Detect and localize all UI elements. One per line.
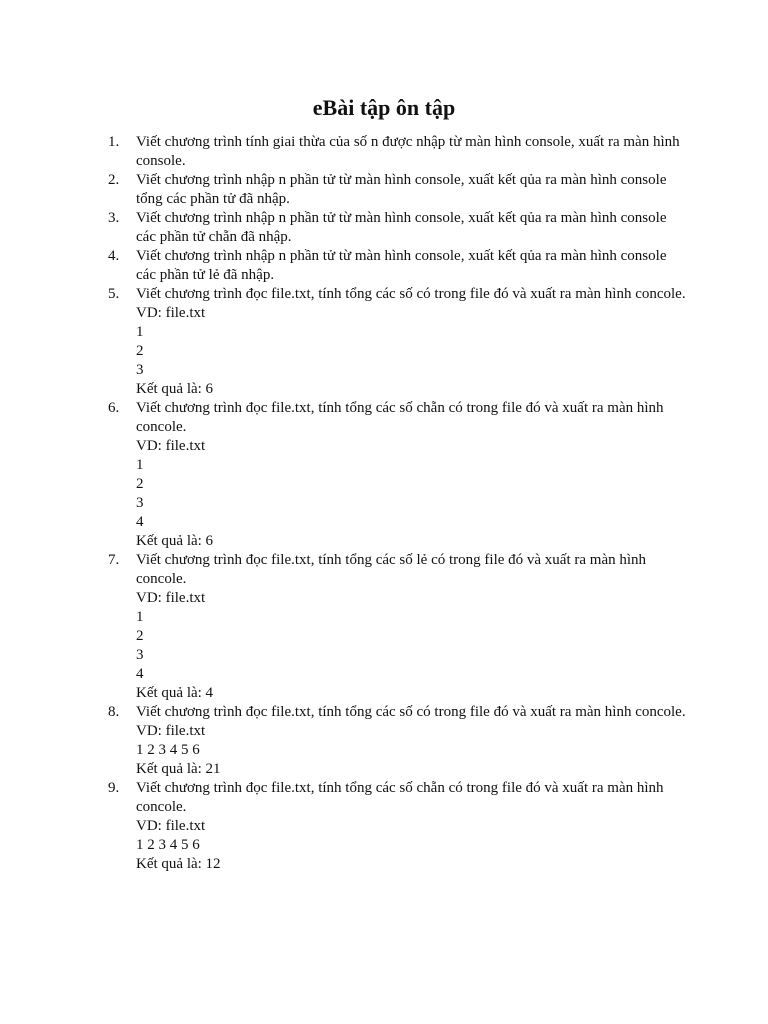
exercise-text: Viết chương trình tính giai thừa của số n được nhập từ màn hình console, xuất ra màn hình console. [136, 134, 680, 169]
example-line: 2 [136, 343, 144, 359]
example-line: 2 [136, 628, 144, 644]
exercise-item [108, 171, 688, 209]
exercise-text: Viết chương trình đọc file.txt, tính tổng các số chẵn có trong file đó và xuất ra màn hình concole. [136, 400, 664, 435]
example-line: Kết quả là: 12 [136, 856, 221, 872]
exercise-number: 1. [108, 134, 120, 150]
example-line: 1 2 3 4 5 6 [136, 837, 200, 853]
exercise-number: 7. [108, 552, 120, 568]
example-line: VD: file.txt [136, 305, 206, 321]
exercise-item [108, 779, 688, 874]
exercise-item [108, 399, 688, 551]
exercise-text: Viết chương trình đọc file.txt, tính tổng các số có trong file đó và xuất ra màn hình concole. [136, 704, 686, 720]
example-line: 1 [136, 457, 144, 473]
exercise-number: 4. [108, 248, 120, 264]
example-line: Kết quả là: 4 [136, 685, 214, 701]
example-line: 3 [136, 495, 144, 511]
example-line: 3 [136, 362, 144, 378]
exercise-number: 5. [108, 286, 120, 302]
example-line: VD: file.txt [136, 723, 206, 739]
exercise-text: Viết chương trình đọc file.txt, tính tổng các số có trong file đó và xuất ra màn hình concole. [136, 286, 686, 302]
exercise-number: 2. [108, 172, 120, 188]
example-line: Kết quả là: 6 [136, 533, 214, 549]
exercise-item [108, 285, 688, 399]
exercise-number: 3. [108, 210, 120, 226]
exercise-text: Viết chương trình đọc file.txt, tính tổng các số lẻ có trong file đó và xuất ra màn hình concole. [136, 552, 647, 587]
example-line: 3 [136, 647, 144, 663]
example-line: 1 [136, 609, 144, 625]
example-line: 4 [136, 514, 144, 530]
exercise-list [108, 133, 688, 874]
exercise-item [108, 551, 688, 703]
exercise-item [108, 247, 688, 285]
exercise-item [108, 209, 688, 247]
exercise-text: Viết chương trình nhập n phần tử từ màn hình console, xuất kết qủa ra màn hình console các phần tử lẻ đã nhập. [136, 248, 667, 283]
example-line: 1 2 3 4 5 6 [136, 742, 200, 758]
example-line: VD: file.txt [136, 590, 206, 606]
exercise-number: 8. [108, 704, 120, 720]
exercise-text: Viết chương trình nhập n phần tử từ màn hình console, xuất kết qủa ra màn hình console tổng các phần tử đã nhập. [136, 172, 667, 207]
example-line: 4 [136, 666, 144, 682]
example-line: 1 [136, 324, 144, 340]
exercise-number: 9. [108, 780, 120, 796]
example-line: Kết quả là: 21 [136, 761, 221, 777]
exercise-number: 6. [108, 400, 120, 416]
exercise-item [108, 703, 688, 779]
example-line: 2 [136, 476, 144, 492]
page-title: eBài tập ôn tập [312, 95, 456, 120]
example-line: VD: file.txt [136, 438, 206, 454]
example-line: Kết quả là: 6 [136, 381, 214, 397]
exercise-item [108, 133, 688, 171]
exercise-text: Viết chương trình nhập n phần tử từ màn hình console, xuất kết qủa ra màn hình console các phần tử chẵn đã nhập. [136, 210, 667, 245]
exercise-text: Viết chương trình đọc file.txt, tính tổng các số chẵn có trong file đó và xuất ra màn hình concole. [136, 780, 664, 815]
example-line: VD: file.txt [136, 818, 206, 834]
